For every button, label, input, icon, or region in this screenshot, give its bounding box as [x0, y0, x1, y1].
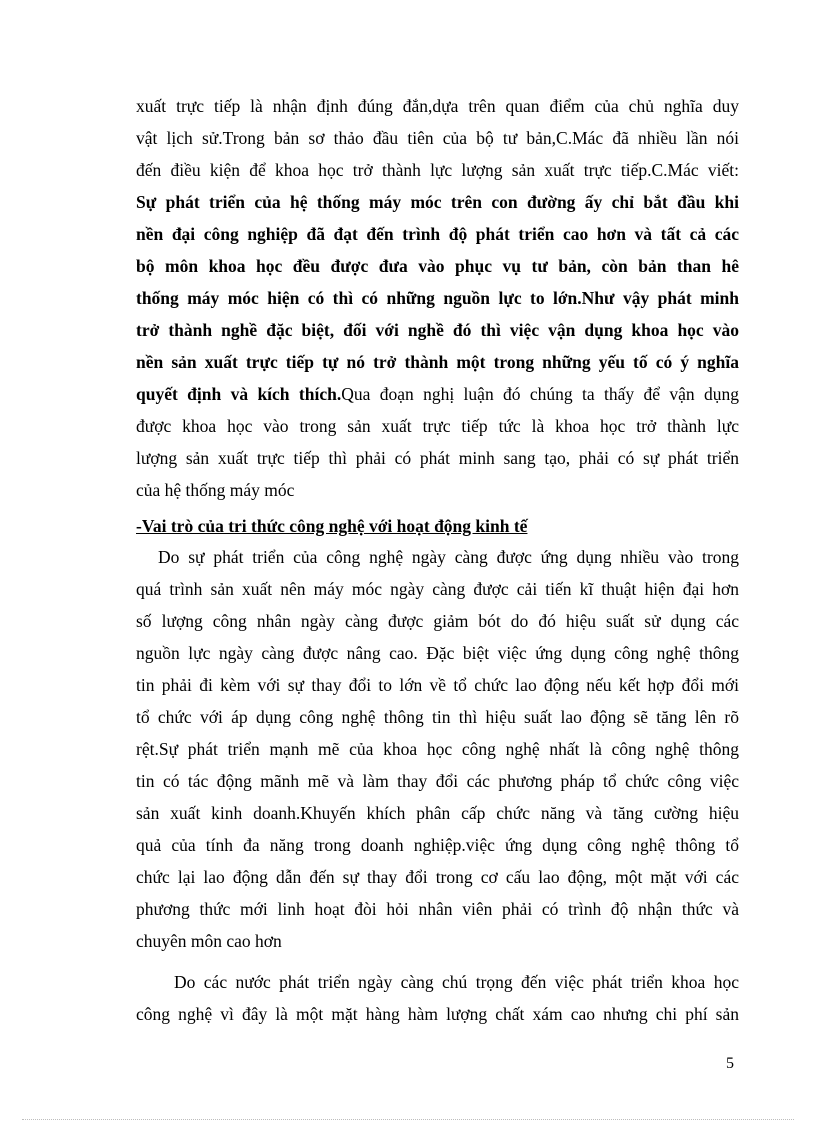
text-line: chức lại lao động dẫn đến sự thay đổi trong cơ cấu lao động, một mặt với các — [136, 867, 739, 887]
text-line-bold — [136, 314, 739, 346]
text-line: đến điều kiện để khoa học trở thành lực lượng sản xuất trực tiếp.C.Mác viết: — [136, 160, 739, 180]
text-line-bold — [136, 250, 739, 282]
text-line: tin có tác động mãnh mẽ và làm thay đổi các phương pháp tổ chức công việc — [136, 771, 739, 791]
section-heading: -Vai trò của tri thức công nghệ với hoạt động kinh tế — [136, 516, 528, 536]
bold-text: bộ môn khoa học đều được đưa vào phục vụ tư bản, còn bản than hê — [136, 256, 739, 276]
text-line: sản xuất kinh doanh.Khuyến khích phân cấp chức năng và tăng cường hiệu — [136, 803, 739, 823]
text-line: quả của tính đa năng trong doanh nghiệp.việc ứng dụng công nghệ thông tổ — [136, 835, 739, 855]
text-line: xuất trực tiếp là nhận định đúng đắn,dựa trên quan điểm của chủ nghĩa duy — [136, 96, 739, 116]
text-line: được khoa học vào trong sản xuất trực tiếp tức là khoa học trở thành lực — [136, 416, 739, 436]
text-line: quá trình sản xuất nên máy móc ngày càng được cải tiến kĩ thuật hiện đại hơn — [136, 579, 739, 599]
text-line: của hệ thống máy móc — [136, 480, 295, 500]
bold-text: trở thành nghề đặc biệt, đối với nghề đó thì việc vận dụng khoa học vào — [136, 320, 739, 340]
text-line: vật lịch sử.Trong bản sơ thảo đầu tiên của bộ tư bản,C.Mác đã nhiều lần nói — [136, 128, 739, 148]
text-line: Do sự phát triển của công nghệ ngày càng được ứng dụng nhiều vào trong — [158, 547, 739, 567]
text-line: chuyên môn cao hơn — [136, 931, 282, 951]
text-line: tin phải đi kèm với sự thay đổi to lớn về tổ chức lao động nếu kết hợp đổi mới — [136, 675, 739, 695]
bold-text: quyết định và kích thích. — [136, 384, 342, 404]
text-line: Do các nước phát triển ngày càng chú trọng đến việc phát triển khoa học — [174, 972, 739, 992]
text-line-bold — [136, 346, 739, 378]
text-line-bold — [136, 218, 739, 250]
page-bottom-divider — [22, 1119, 794, 1120]
text-line: nguồn lực ngày càng được nâng cao. Đặc biệt việc ứng dụng công nghệ thông — [136, 643, 739, 663]
paragraph-2 — [136, 541, 739, 957]
paragraph-1 — [136, 90, 739, 506]
text-line-mixed — [136, 378, 739, 410]
page-number: 5 — [726, 1055, 734, 1072]
text-line-bold — [136, 186, 739, 218]
text-line: rệt.Sự phát triển mạnh mẽ của khoa học công nghệ nhất là công nghệ thông — [136, 739, 739, 759]
text-line: số lượng công nhân ngày càng được giảm bót do đó hiệu suất sử dụng các — [136, 611, 739, 631]
bold-text: thống máy móc hiện có thì có những nguồn lực to lớn.Như vậy phát minh — [136, 288, 739, 308]
text-line-bold — [136, 282, 739, 314]
plain-text: Qua đoạn nghị luận đó chúng ta thấy để vận dụng — [341, 384, 739, 404]
text-line: công nghệ vì đây là một mặt hàng hàm lượng chất xám cao nhưng chi phí sản — [136, 1004, 739, 1024]
text-line: tổ chức với áp dụng công nghệ thông tin thì hiệu suất lao động sẽ tăng lên rõ — [136, 707, 739, 727]
bold-text: nền sản xuất trực tiếp tự nó trở thành một trong những yếu tố có ý nghĩa — [136, 352, 739, 372]
text-line: lượng sản xuất trực tiếp thì phải có phát minh sang tạo, phải có sự phát triển — [136, 448, 739, 468]
bold-text: nền đại công nghiệp đã đạt đến trình độ phát triển cao hơn và tất cả các — [136, 224, 739, 244]
bold-text: Sự phát triển của hệ thống máy móc trên con đường ấy chỉ bắt đầu khi — [136, 192, 739, 212]
paragraph-3 — [136, 966, 739, 1030]
text-line: phương thức mới linh hoạt đòi hỏi nhân viên phải có trình độ nhận thức và — [136, 899, 739, 919]
